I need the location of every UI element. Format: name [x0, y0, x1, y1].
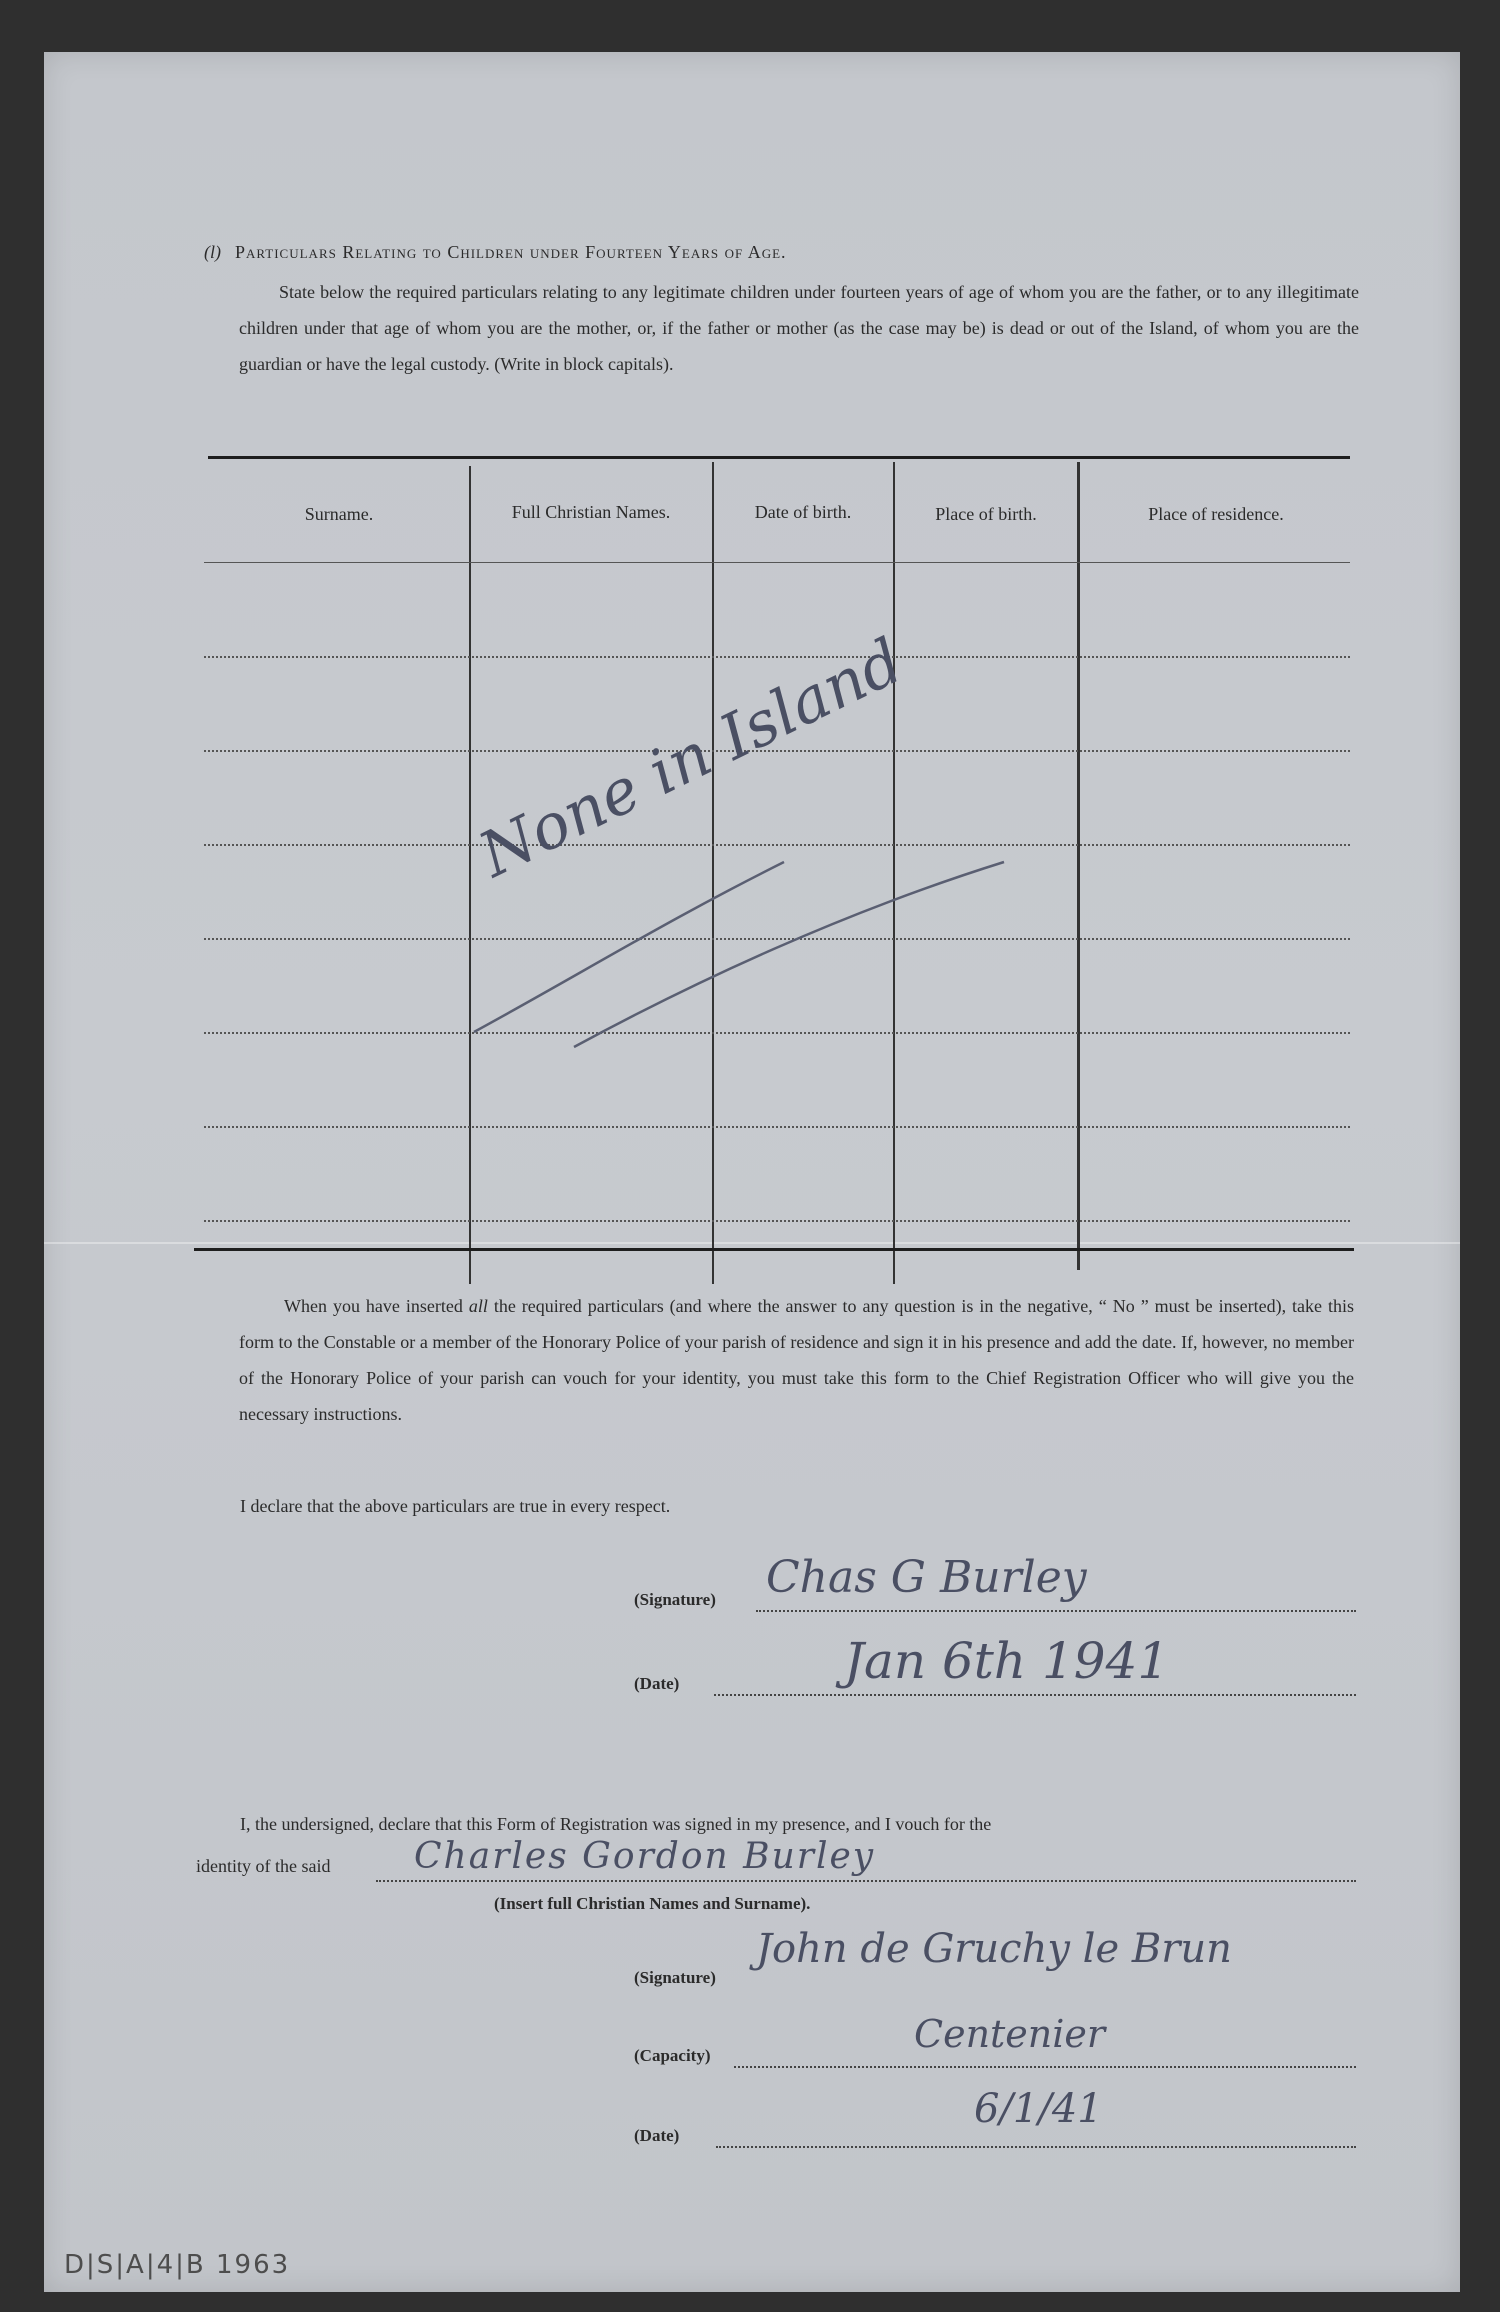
instruction-paragraph [239, 1288, 1354, 1432]
voucher-signature-label: (Signature) [634, 1968, 716, 1987]
voucher-text-line1: I, the undersigned, declare that this Form of Registration was signed in my presence, and I vouch for the [240, 1814, 992, 1834]
capacity-value: Centenier [914, 2012, 1106, 2056]
col-header-surname: Surname. [304, 504, 374, 524]
handwritten-underline-strokes [464, 792, 1024, 1052]
col-header-place-of-residence: Place of residence. [1148, 504, 1284, 524]
date-label: (Date) [634, 1674, 680, 1693]
name-caption: (Insert full Christian Names and Surname). [494, 1894, 811, 1913]
voucher-date-label: (Date) [634, 2126, 680, 2145]
voucher-signature-value: John de Gruchy le Brun [756, 1926, 1232, 1972]
vouched-name-value: Charles Gordon Burley [414, 1836, 876, 1877]
section-instructions: State below the required particulars relating to any legitimate children under fourteen years of age of whom you are the father, or to any illegitimate children under that age of whom you are the mother, or, if the father or mother (as the case may be) is dead or out of the Island, of whom you are the guardian or have the legal custody. (Write in block capitals). [239, 282, 1359, 374]
table-row [204, 1220, 1350, 1222]
signature-line [756, 1610, 1356, 1612]
section-title: Particulars Relating to Children under Fourteen Years of Age. [235, 242, 787, 262]
section-letter: (l) [204, 242, 221, 262]
paragraph-text-2: the required particulars (and where the answer to any question is in the negative, “ No ” must be inserted), take this form to the Constable or a member of the Honorary Police of your parish of residence and sign it in his presence and add the date. If, however, no member of the Honorary Police of your parish can vouch for your identity, you must take this form to the Chief Registration Officer who will give you the necessary instructions. [239, 1296, 1355, 1424]
voucher-text-line2: identity of the said [196, 1856, 331, 1876]
col-header-place-of-birth: Place of birth. [935, 504, 1037, 524]
name-line [376, 1880, 1356, 1882]
col-header-date-of-birth: Date of birth. [754, 502, 852, 522]
date-line [714, 1694, 1356, 1696]
signature-label: (Signature) [634, 1590, 716, 1609]
col-divider-4 [1077, 462, 1080, 1270]
declaration-text: I declare that the above particulars are true in every respect. [240, 1496, 671, 1516]
date-value: Jan 6th 1941 [844, 1632, 1170, 1690]
table-row [204, 656, 1350, 658]
form-page [44, 52, 1460, 2292]
voucher-date-line [716, 2146, 1356, 2148]
table-bottom-rule [194, 1248, 1354, 1251]
paragraph-emphasis: all [468, 1296, 488, 1316]
col-header-christian-names: Full Christian Names. [511, 502, 671, 522]
header-underline [204, 562, 1350, 563]
voucher-date-value: 6/1/41 [974, 2086, 1103, 2132]
archive-reference: D|S|A|4|B 1963 [64, 2250, 291, 2280]
section-heading [204, 242, 787, 263]
table-top-rule [208, 456, 1350, 459]
paragraph-text-1: When you have inserted [284, 1296, 469, 1316]
signature-value: Chas G Burley [766, 1552, 1087, 1603]
capacity-label: (Capacity) [634, 2046, 711, 2065]
capacity-line [734, 2066, 1356, 2068]
fold-crease [44, 1242, 1460, 1244]
table-row [204, 1126, 1350, 1128]
handwritten-none-in-island: None in Island [467, 623, 914, 892]
